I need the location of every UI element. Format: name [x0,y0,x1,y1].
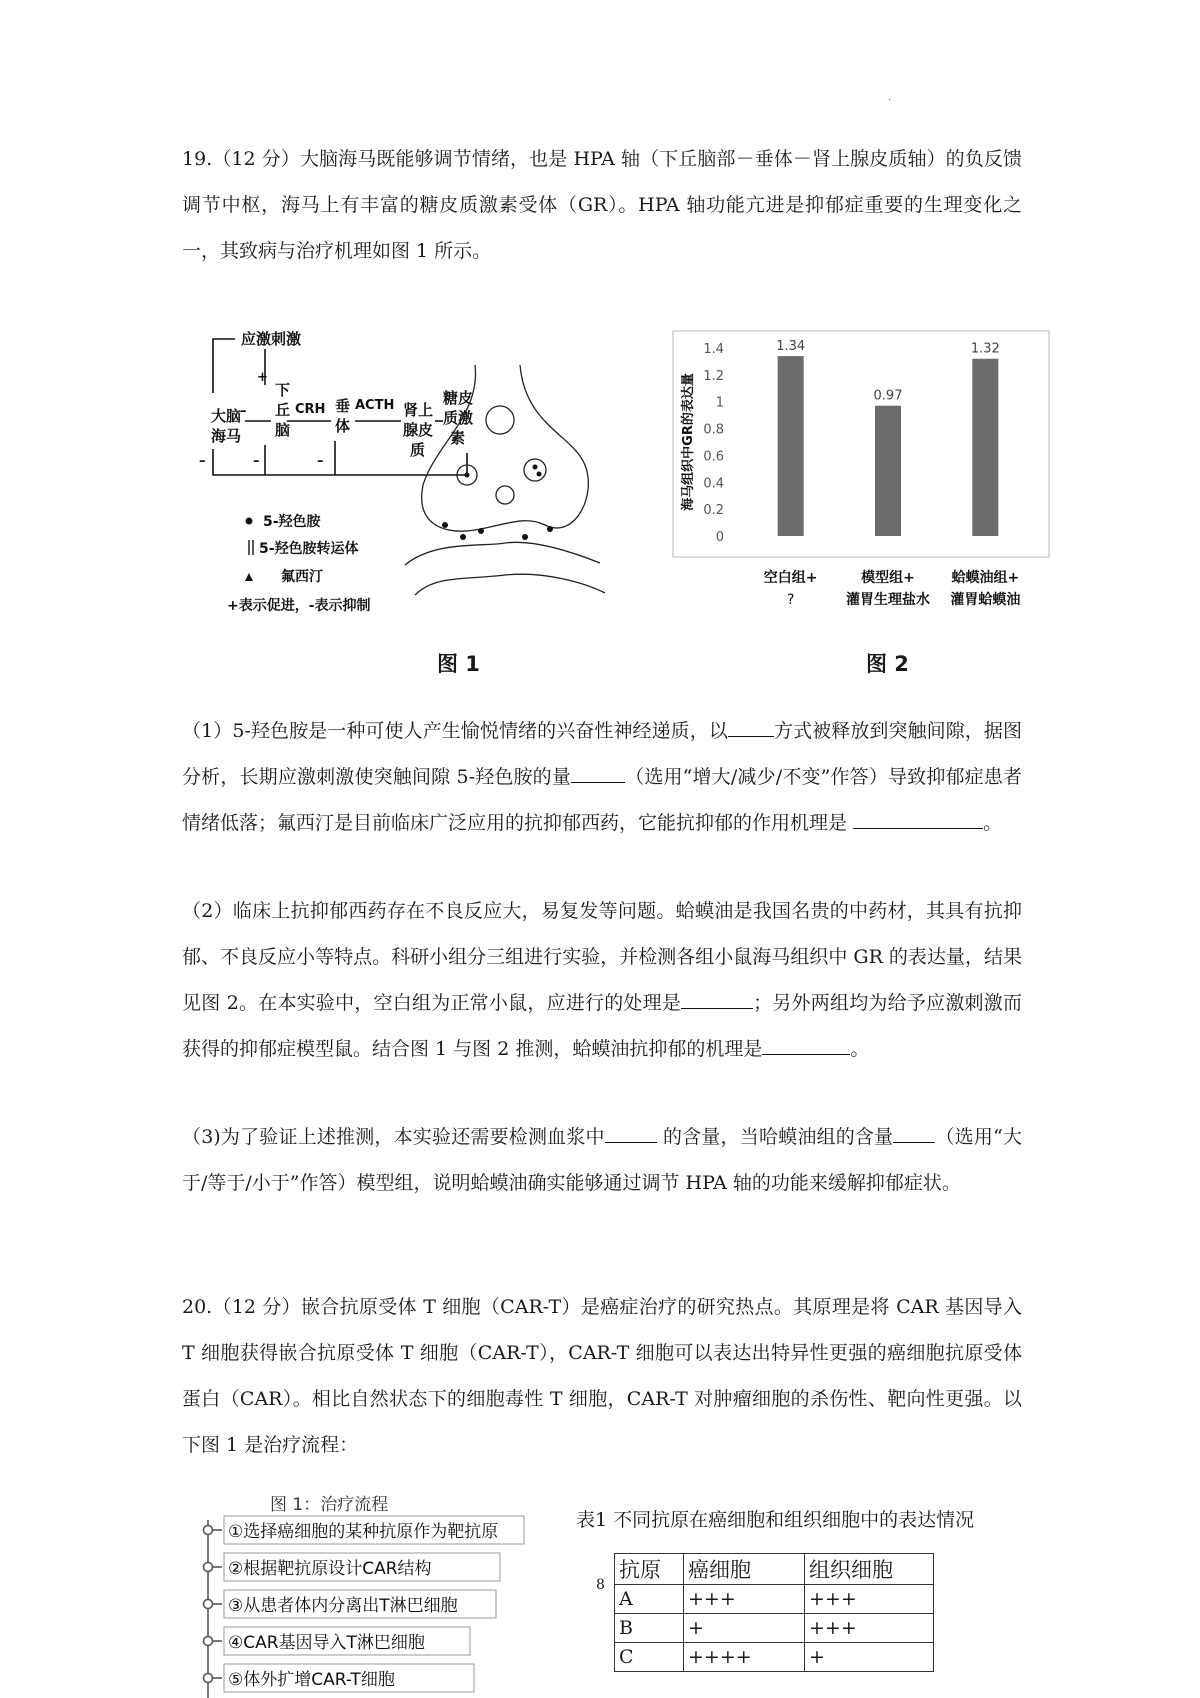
q19-part2: （2）临床上抗抑郁西药存在不良反应大，易复发等问题。蛤蟆油是我国名贵的中药材，其具有抗抑郁、不良反应小等特点。科研小组分三组进行实验，并检测各组小鼠海马组织中 GR 的表达量，结果见图 2。在本实验中，空白组为正常小鼠，应进行的处理是 ；另外两组均为给予应激刺激而获得的抑郁症模型鼠。结合图 1 与图 2 推测，蛤蟆油抗抑郁的机理是 。 [182,900,1022,1060]
answer-blank-3[interactable] [853,808,983,829]
table-cell: ++++ [684,1643,805,1672]
legend-fluoxetine-label: 氟西汀 [281,569,323,585]
flow-step-label: ②根据靶抗原设计CAR结构 [228,1559,432,1579]
table-side-mark: 8 [596,1577,605,1593]
y-tick-label: 0.4 [703,476,724,492]
figure-2-caption: 图 2 [866,652,909,676]
x-tick-label: 蛤蟆油组+ [951,570,1020,586]
fig1-hypo-label-2: 丘 [275,401,291,419]
legend-transporter-label: 5-羟色胺转运体 [259,541,359,557]
y-tick-label: 1.2 [703,368,724,384]
fig1-hypo-label-1: 下 [275,381,291,399]
flow-step-label: ④CAR基因导入T淋巴细胞 [228,1633,425,1653]
fig1-hypo-label-3: 脑 [275,421,291,439]
bar [875,406,901,536]
table-cell: + [684,1614,805,1643]
flow-title: 图 1：治疗流程 [270,1495,389,1515]
fig1-brain-label-2: 海马 [211,427,242,445]
flow-step-label: ①选择癌细胞的某种抗原作为靶抗原 [228,1522,499,1542]
fig1-gc-label-2: 质激 [443,409,474,427]
flow-node-icon [204,1674,213,1683]
flow-node-icon [204,1637,213,1646]
y-tick-label: 1 [715,395,724,411]
q19-intro: 19.（12 分）大脑海马既能够调节情绪，也是 HPA 轴（下丘脑部－垂体－肾上腺皮质轴）的负反馈调节中枢，海马上有丰富的糖皮质激素受体（GR）。HPA 轴功能亢进是抑郁症重要的生理变化之一，其致病与治疗机理如图 1 所示。 [182,148,1022,262]
flow-step-label: ③从患者体内分离出T淋巴细胞 [228,1596,458,1616]
y-tick-label: 1.4 [703,342,724,357]
table-row [615,1585,934,1614]
fig1-minus-sign-4: – [317,454,324,469]
x-tick-label: ? [786,592,795,608]
fig1-gc-label-1: 糖皮 [443,389,474,407]
fig1-minus-sign-3: – [253,454,260,469]
fig1-minus-sign-2: – [199,454,206,469]
fig1-adrenal-label-3: 质 [410,441,426,459]
table-cell: +++ [805,1585,934,1614]
figure-1-diagram [199,325,625,625]
table-cell: +++ [684,1585,805,1614]
table-header-cell: 组织细胞 [805,1554,934,1585]
table-title: 表1 不同抗原在癌细胞和组织细胞中的表达情况 [576,1509,975,1531]
antigen-expression-table [614,1553,934,1672]
data-label: 1.34 [776,339,806,355]
fig1-gc-label-3: 素 [450,429,466,447]
fig1-brain-label-1: 大脑 [211,407,242,425]
table-cell: + [805,1643,934,1672]
q19-part1: （1）5-羟色胺是一种可使人产生愉悦情绪的兴奋性神经递质，以 方式被释放到突触间隙，据图分析，长期应激刺激使突触间隙 5-羟色胺的量 （选用“增大/减少/不变”作答）导致抑郁症患者情绪低落；氟西汀是目前临床广泛应用的抗抑郁西药，它能抗抑郁的作用机理是 。 [182,708,1022,846]
legend-sign-note: +表示促进，-表示抑制 [227,598,371,614]
x-tick-label: 模型组+ [861,570,915,586]
data-label: 0.97 [873,388,903,404]
y-tick-label: 0.8 [703,422,724,438]
y-tick-label: 0 [715,530,724,545]
answer-blank-5[interactable] [762,1034,850,1055]
figure-2-bar-chart [672,330,1050,610]
answer-blank-6[interactable] [605,1122,657,1143]
y-tick-label: 0.6 [703,449,724,465]
flow-step-label: ⑤体外扩增CAR-T细胞 [228,1670,395,1690]
table-header-cell: 抗原 [615,1554,684,1585]
table-row [615,1643,934,1672]
table-cell: C [615,1643,684,1672]
answer-blank-4[interactable] [681,988,753,1009]
q20-intro: 20.（12 分）嵌合抗原受体 T 细胞（CAR-T）是癌症治疗的研究热点。其原理是将 CAR 基因导入 T 细胞获得嵌合抗原受体 T 细胞（CAR-T），CAR-T 细胞可以表达出特异性更强的癌细胞抗原受体蛋白（CAR）。相比自然状态下的细胞毒性 T 细胞，CAR-T 对肿瘤细胞的杀伤性、靶向性更强。以下图 1 是治疗流程： [182,1296,1022,1456]
fig1-minus-sign-1: – [240,404,247,419]
fig1-adrenal-label-2: 腺皮 [403,421,434,439]
table-header-row [615,1554,934,1585]
bar [778,356,804,536]
scan-dot: · [888,95,892,106]
legend-5ht-dot-icon [246,518,253,525]
table-row [615,1614,934,1643]
table-cell: B [615,1614,684,1643]
q19-part3: （3)为了验证上述推测，本实验还需要检测血浆中 的含量，当哈蟆油组的含量 （选用“大于/等于/小于”作答）模型组，说明蛤蟆油确实能够通过调节 HPA 轴的功能来缓解抑郁症状。 [182,1114,1022,1206]
answer-blank-7[interactable] [893,1122,935,1143]
legend-5ht-label: 5-羟色胺 [263,514,321,530]
fig1-acth-label: ACTH [355,398,395,413]
x-tick-label: 灌胃生理盐水 [846,592,930,608]
x-tick-label: 空白组+ [763,570,818,586]
fig1-pituitary-label-1: 垂 [335,397,351,415]
answer-blank-2[interactable] [571,762,625,783]
fig1-crh-label: CRH [295,402,326,417]
flow-node-icon [204,1526,213,1535]
y-tick-label: 0.2 [703,503,724,519]
flow-node-icon [204,1600,213,1609]
bar [972,359,998,536]
figure-1-caption: 图 1 [437,652,480,676]
table-header-cell: 癌细胞 [684,1554,805,1585]
fig1-pituitary-label-2: 体 [335,417,351,435]
table-cell: A [615,1585,684,1614]
data-label: 1.32 [970,341,1000,357]
table-cell: +++ [805,1614,934,1643]
answer-blank-1[interactable] [728,716,774,737]
fig1-adrenal-label-1: 肾上 [403,401,434,419]
treatment-flow-diagram [200,1518,540,1698]
legend-fluoxetine-triangle-icon [245,573,253,581]
y-axis-label: 海马组织中GR的表达量 [681,373,696,511]
x-tick-label: 灌胃蛤蟆油 [950,592,1021,608]
fig1-plus-sign: + [257,370,268,385]
fig1-stress-label: 应激刺激 [241,330,302,348]
flow-node-icon [204,1563,213,1572]
